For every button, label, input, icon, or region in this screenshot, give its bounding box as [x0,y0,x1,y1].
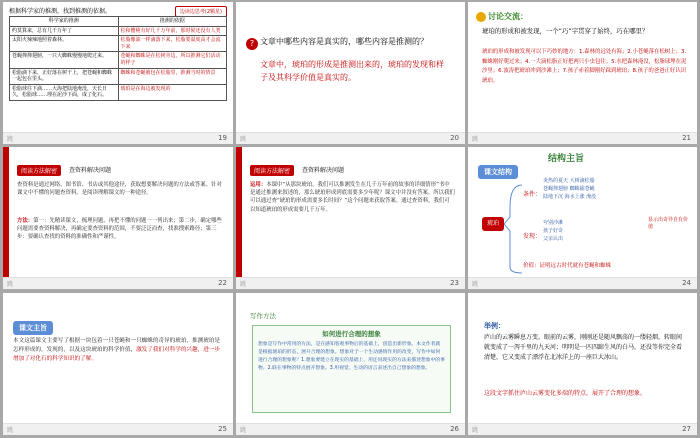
accent-bar [3,147,9,289]
summary-highlight: 激发了我们对科学的兴趣，进一步增加了对化石的科学知识的了解。 [13,347,220,362]
value-text: 证明远古时代就有苍蝇和蜘蛛 [539,263,612,269]
slide-27-note: 这段文字抓住庐山云雾变化多端的特点，展开了合理的想象。 [484,390,647,397]
zoom-label: 跳 [7,281,14,288]
slide-23[interactable] [236,147,465,289]
center-node: 琥珀 [482,217,504,231]
col-basis: 推测的依据 [118,17,227,27]
slide-21-question: 琥珀的形成和被发现，一个“巧”字贯穿了始终，巧在哪里？ [482,27,649,35]
slide-number: 26 [450,425,459,433]
slide-19-header: 根据科学家的推测，找到推测的依据。 [9,8,112,15]
slide-22[interactable] [3,147,233,289]
method-label: 方法： [17,218,34,224]
slide-number: 19 [218,134,227,142]
table-cell: 松和樱桃有好几千万年前，那时候还没有人类 [118,26,227,36]
slide-26[interactable] [236,293,465,435]
slide-footer [3,132,233,144]
slide-24[interactable] [468,147,697,289]
slide-25-tag: 课文主旨 [13,321,53,335]
zoom-label: 跳 [7,427,14,434]
find-label: 发现： [523,233,542,240]
zoom-label: 跳 [472,136,479,143]
slide-26-label: 写作方法 [250,312,276,320]
slide-25[interactable] [3,293,233,435]
slide-24-header: 结构主旨 [548,154,585,164]
slide-number: 24 [682,279,691,287]
slide-number: 20 [450,134,459,142]
find-item: 夸别沙滩 [543,220,564,226]
zoom-label: 跳 [240,281,247,288]
slide-footer [236,277,465,289]
zoom-label: 跳 [240,136,247,143]
slide-21[interactable] [468,2,697,144]
find-item: 孩子好奇 [543,228,564,234]
cond-item: 炎热的夏天 大树滴松脂 [543,178,595,184]
slide-number: 27 [682,425,691,433]
slide-footer [468,423,697,435]
slide-27-body: 庐山的云雾瞬息万变。眼前的云雾，刚刚还是随风飘荡的一缕轻烟，转眼间就变成了一泻千里的九天河；明明是一匹四蹄生风的白马，还没等你完全看清楚，它又变成了漂浮在北冰洋上的一座巨大冰山。 [484,334,683,361]
find-item: 父亲认出 [543,236,564,242]
slide-23-title: 查资料解决问题 [302,167,345,174]
slide-22-tag: 阅读方法解密 [17,165,61,176]
slide-27[interactable] [468,293,697,435]
zoom-label: 跳 [472,281,479,288]
slide-number: 21 [682,134,691,142]
slide-26-title: 如何进行合理的想象 [322,330,381,338]
table-cell: 苍蝇掸掸翅膀，一只大蜘蛛慢慢地爬过来。 [10,52,119,68]
use-text: 本课中“从那块琥珀，我们可以推测发生在几千万年前的故事的详细情形”书中是通过推测来叙述的，那么琥珀形成到底需要多少年呢？课文中并没有答案。所以我们可以通过查“琥珀的形成需要多长时间？”这个问题来获取答案。通过查资料，我们可以知道琥珀的形成需要几千万年。 [250,182,455,213]
slide-26-body: 想象是写作中常用的方法，是在感知客观事物后的基础上，创造出新形象。本文作者就是根据琥珀的形态，展开合理的想象。想象对于一个生动感情作用的改变，写作中如何进行合理的想象呢？1.想象要建立在现实的基础上，用还说现实的方法来描述想象中的事物。2.联在事物的特点展开想象。3.用视觉、生动的语言表述出自己想象的想象。 [258,342,445,371]
table-cell: 苍蝇和蜘蛛是在松树旁边，所以推测它们活动的样子 [118,52,227,68]
table-cell: 松脂像油一样滴落下来，松脂要温度高才会流下来 [118,36,227,52]
cond-item: 苍蝇掸翅膀 蜘蛛捕苍蝇 [543,186,595,192]
slide-27-label: 举例： [484,322,505,330]
slide-footer [3,423,233,435]
slide-22-body: 查资料是通过网络、图书馆、书店或其他途径，获取想要解决问题的方法或答案。针对课文中不懂的问题查资料，是阅读理解课文的一种途径。 [17,182,222,197]
slide-20-answer: 文章中，琥珀的形成是推测出来的，琥珀的发现和样子及其科学价值是真实的。 [260,60,444,82]
table-cell: 蜘蛛和苍蝇被包在松脂里，推测当时的情景 [118,68,227,84]
zoom-label: 跳 [472,427,479,434]
accent-bar [236,147,242,289]
slide-number: 25 [218,425,227,433]
slide-20[interactable] [236,2,465,144]
zoom-label: 跳 [240,427,247,434]
brace-lines [504,177,524,277]
zoom-label: 跳 [7,136,14,143]
table-cell: 琥珀是在海边被发现的 [118,84,227,100]
slide-23-tag: 阅读方法解密 [250,165,294,176]
table-cell: 松脂滴下来，正好落在树干上，把苍蝇和蜘蛛一起包在里头。 [10,68,119,84]
slide-19-badge: 边读边思考(2颗星) [175,6,227,17]
slide-number: 22 [218,279,227,287]
slide-21-label: 讨论交流： [488,12,528,21]
table-cell: 太阳火辣辣地照着森林。 [10,36,119,52]
table-cell: 松脂球往下滴……大海把陆地淹没，天长日久，松脂球……埋在泥沙下面，成了化石。 [10,84,119,100]
question-icon: ? [246,38,258,50]
cond-item: 陆地下沉 海水上涨 淹没 [543,194,597,200]
slide-22-title: 查资料解决问题 [69,167,112,174]
slide-20-question: 文章中哪些内容是真实的，哪些内容是推测的？ [260,37,428,46]
method-text: 第一：先精读课文，梳理问题，再把不懂的问题一一列出来；第二步，确定哪些问题需要查资料解决，再确定要查资料的范围，不要泛泛而查，找准搜索路径；第三步：要确认查找的资料的准确性和严谨性。 [17,218,222,241]
col-speculation: 科学家的推测 [10,17,119,27]
slide-21-answer: 琥珀的形成和被发现可以下巧妙的地方：1.森林的远处有海；2.小苍蝇落在松树上；3.蜘蛛刚好爬过来；4.一大滴松脂正好把两只小虫包住；5.水把森林淹没，松脂球埋在泥沙里；6.波涛把琥珀冲到沙滩上；7.孩子赤着脚刚好踩到琥珀；8.孩子的爸爸正好认识琥珀。 [482,49,687,84]
table-cell: 约莫算来，总有几千万年了 [10,26,119,36]
slide-24-subtitle: 课文结构 [478,165,518,179]
slide-footer [468,277,697,289]
cond-label: 条件： [523,191,542,198]
right-note: 显示出奇异自有价值 [648,217,689,230]
slide-footer [3,277,233,289]
slide-footer [236,423,465,435]
summary-text: 本文这篇课文主要写了根据一块包着一只苍蝇和一只蜘蛛的奇异的琥珀，推测琥珀是怎样形成的，发现的，以及这块琥珀的科学价值， [13,338,220,353]
slide-number: 23 [450,279,459,287]
value-label: 价值： [523,263,540,269]
slide-19[interactable] [3,2,233,144]
slide-footer [468,132,697,144]
slide-19-table [9,16,227,101]
slide-footer [236,132,465,144]
use-label: 运用： [250,182,267,188]
flower-icon [476,12,486,22]
